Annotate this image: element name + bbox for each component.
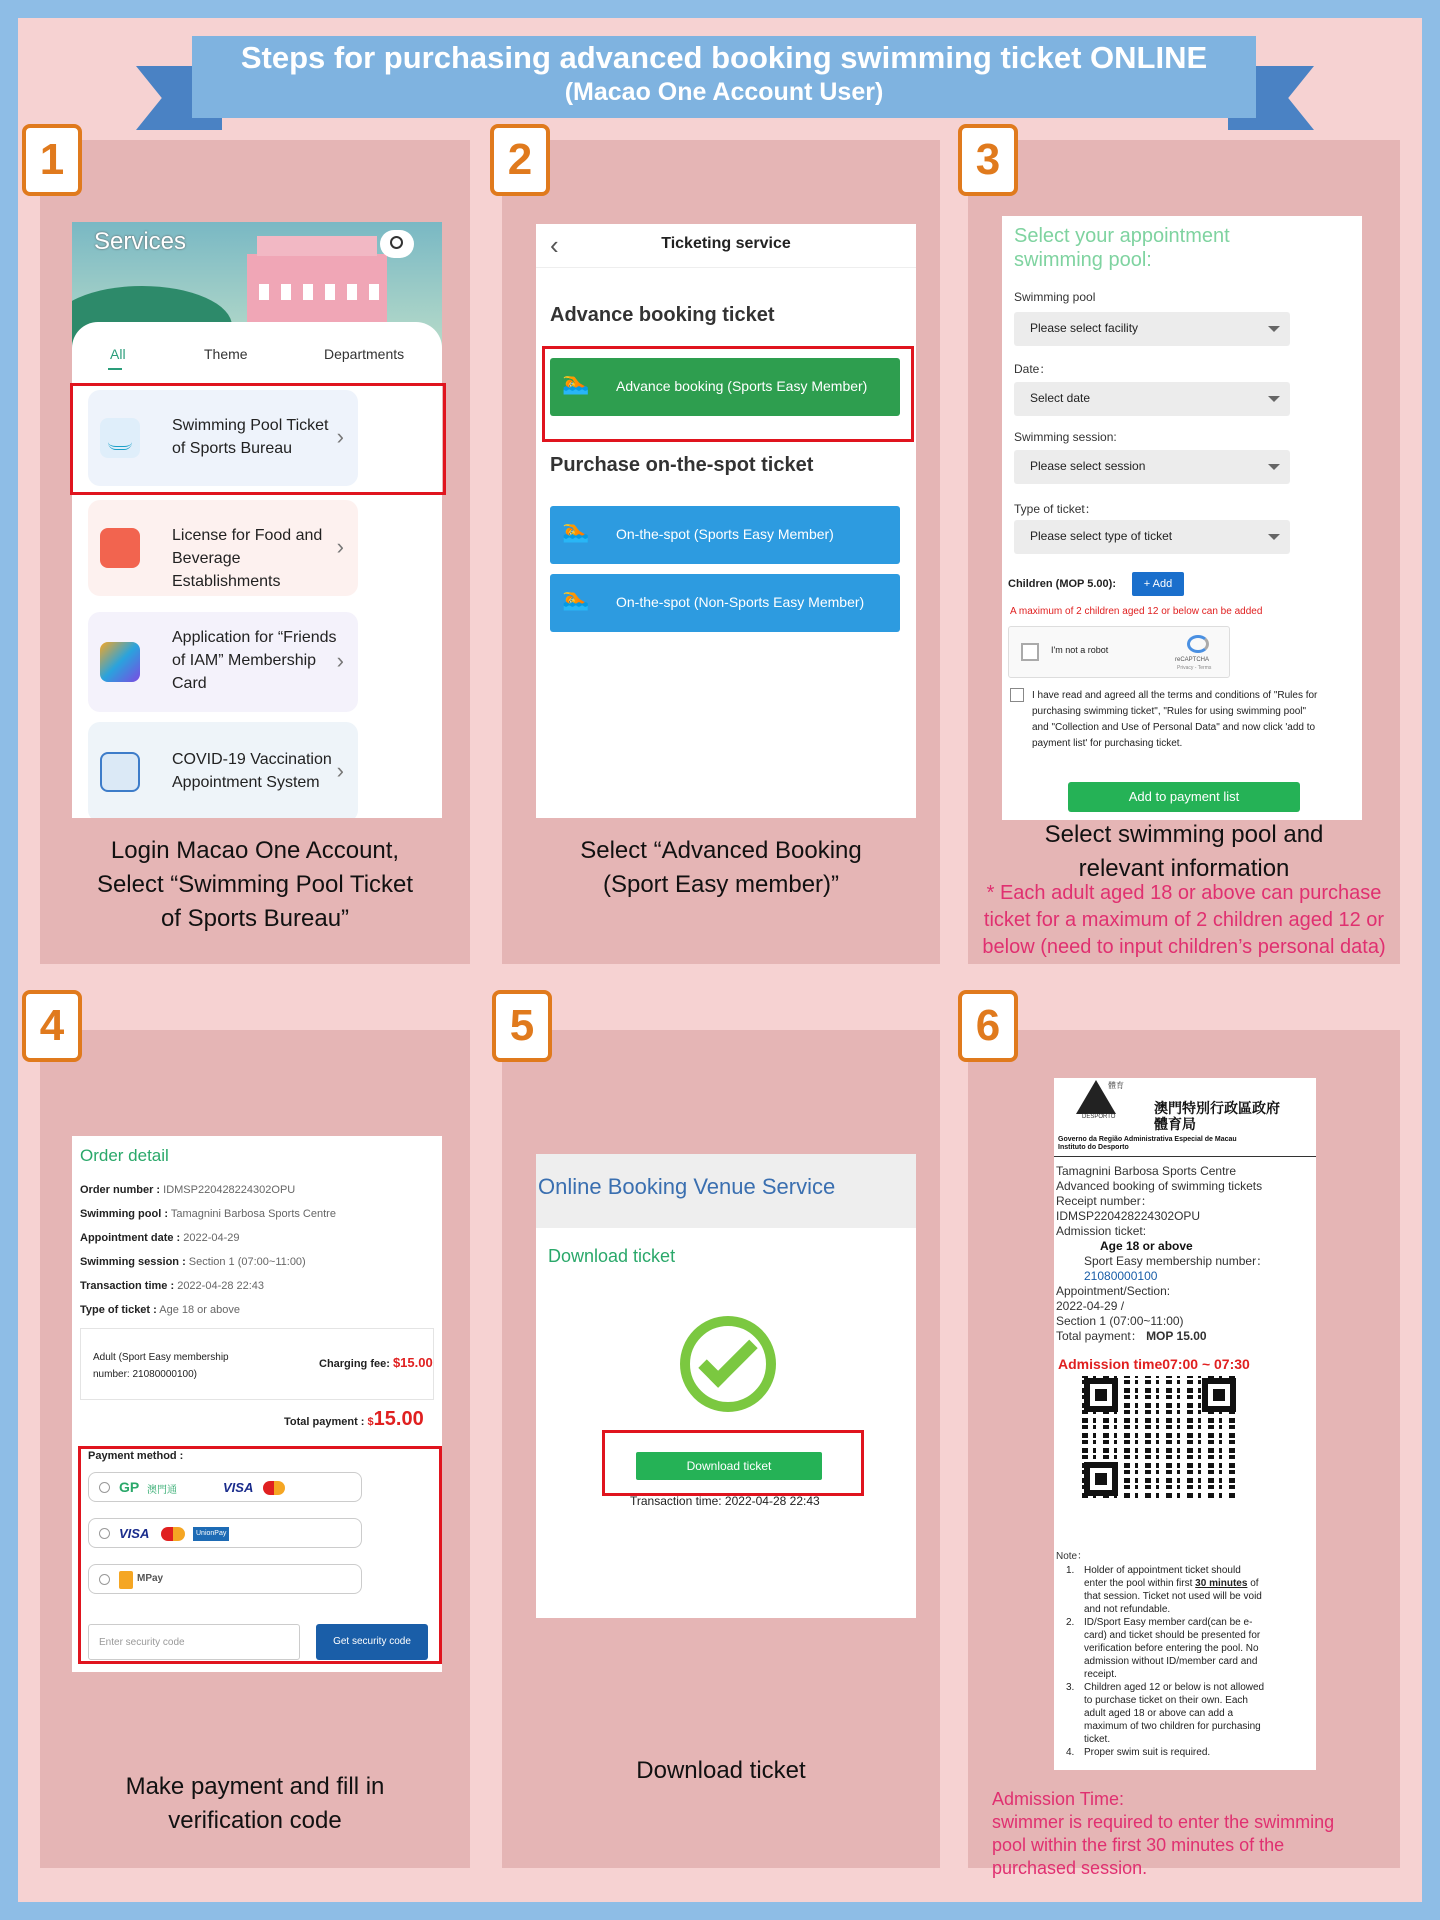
step-2-screenshot bbox=[536, 224, 916, 818]
search-button[interactable] bbox=[380, 230, 414, 258]
ticket-lines: Tamagnini Barbosa Sports Centre Advanced booking of swimming tickets Receipt number： IDMSP220428224302OPU Admission ticket: Age 18 or above Sport Easy membership number： 21080000100 Appointment/Section: 2022-04-29 / Section 1 (07:00~11:00) Total payment： MOP 15.00 bbox=[1056, 1164, 1269, 1343]
step-3-number: 3 bbox=[958, 124, 1018, 196]
service-header bbox=[536, 1154, 916, 1228]
page-title: Steps for purchasing advanced booking swimming ticket ONLINE bbox=[240, 40, 1208, 75]
highlight-box bbox=[70, 383, 446, 495]
step-3-note: * Each adult aged 18 or above can purchase ticket for a maximum of 2 children aged 12 or below (need to input children’s personal data) bbox=[982, 882, 1386, 958]
qr-code bbox=[1082, 1376, 1238, 1498]
recaptcha-box: I'm not a robot reCAPTCHA Privacy - Terms bbox=[1008, 626, 1230, 678]
swimmer-icon: 🏊 bbox=[562, 370, 590, 395]
order-row: Appointment date : 2022-04-29 bbox=[80, 1232, 240, 1244]
step-3-screenshot bbox=[1002, 216, 1362, 820]
tab-indicator bbox=[108, 368, 122, 370]
check-circle-icon bbox=[680, 1316, 776, 1412]
session-label: Swimming session: bbox=[1014, 430, 1117, 444]
download-subtitle: Download ticket bbox=[548, 1246, 676, 1266]
chevron-right-icon: › bbox=[336, 648, 344, 673]
section-spot: Purchase on-the-spot ticket bbox=[550, 454, 814, 476]
order-row: Type of ticket : Age 18 or above bbox=[80, 1304, 240, 1316]
step-6-ticket bbox=[1054, 1078, 1316, 1770]
advance-booking-button[interactable]: 🏊 Advance booking (Sports Easy Member) bbox=[550, 358, 900, 416]
order-item-box bbox=[80, 1328, 434, 1400]
step-5-screenshot bbox=[536, 1154, 916, 1618]
org-chinese-name: 澳門特別行政區政府 體育局 bbox=[1154, 1100, 1280, 1132]
ticket-type-label: Type of ticket： bbox=[1014, 502, 1097, 516]
admission-time: Admission time07:00 ~ 07:30 bbox=[1058, 1356, 1250, 1372]
service-item-friends-iam[interactable] bbox=[88, 612, 358, 712]
ticket-notes bbox=[1062, 1564, 1312, 1759]
pay-option-mpay[interactable]: MPay bbox=[88, 1564, 362, 1594]
recaptcha-icon bbox=[1187, 635, 1209, 653]
sports-bureau-logo: 體育 DESPORTO bbox=[1064, 1080, 1124, 1120]
highlight-box bbox=[602, 1430, 864, 1496]
session-select[interactable]: Please select session bbox=[1014, 450, 1290, 484]
note-item: 1. Holder of appointment ticket should enter the pool within first 30 minutes of that session. Ticket not used will be void and not refundable. bbox=[1066, 1565, 1262, 1615]
pool-label: Swimming pool bbox=[1014, 290, 1096, 304]
step-1-number: 1 bbox=[22, 124, 82, 196]
swimmer-icon: 🏊 bbox=[562, 586, 590, 611]
step-1-screenshot bbox=[72, 222, 442, 818]
step-6-number: 6 bbox=[958, 990, 1018, 1062]
order-row: Transaction time : 2022-04-28 22:43 bbox=[80, 1280, 265, 1292]
highlight-box bbox=[542, 346, 914, 442]
security-code-input[interactable]: Enter security code bbox=[88, 1624, 300, 1660]
order-row: Swimming pool : Tamagnini Barbosa Sports Centre bbox=[80, 1208, 336, 1220]
note-item: 4. Proper swim suit is required. bbox=[1066, 1747, 1211, 1758]
download-ticket-button[interactable]: Download ticket bbox=[636, 1452, 822, 1480]
spot-member-button[interactable]: 🏊 On-the-spot (Sports Easy Member) bbox=[550, 506, 900, 564]
ticket-type-select[interactable]: Please select type of ticket bbox=[1014, 520, 1290, 554]
services-title: Services bbox=[94, 228, 187, 255]
org-portuguese-name: Governo da Região Administrativa Especial de Macau Instituto do Desporto bbox=[1058, 1136, 1237, 1151]
transaction-time: Transaction time: 2022-04-28 22:43 bbox=[630, 1494, 820, 1508]
membership-card-icon bbox=[100, 642, 140, 682]
add-child-button[interactable]: + Add bbox=[1132, 572, 1184, 596]
step-2-number: 2 bbox=[490, 124, 550, 196]
total-payment: Total payment : $15.00 bbox=[284, 1408, 424, 1430]
step-5-caption: Download ticket bbox=[636, 1757, 806, 1784]
pay-option-card[interactable]: VISA UnionPay bbox=[88, 1518, 362, 1548]
service-item-food-license[interactable] bbox=[88, 500, 358, 596]
nav-bar bbox=[536, 224, 916, 268]
note-item: 3. Children aged 12 or below is not allowed to purchase ticket on their own. Each adult aged 18 or above can add a maximum of two children for purchasing ticket. bbox=[1066, 1682, 1265, 1745]
pool-select[interactable]: Please select facility bbox=[1014, 312, 1290, 346]
step-6-note: Admission Time: swimmer is required to enter the swimming pool within the first 30 minutes of the purchased session. bbox=[992, 1789, 1335, 1878]
tab-all[interactable]: All bbox=[110, 346, 126, 362]
charging-fee: Charging fee: $15.00 bbox=[319, 1355, 433, 1370]
unionpay-icon: UnionPay bbox=[193, 1527, 229, 1541]
step-4-number: 4 bbox=[22, 990, 82, 1062]
service-item-label: Application for “Friends of IAM” Membership Card bbox=[172, 629, 337, 692]
nav-title: Ticketing service bbox=[661, 235, 791, 252]
date-label: Date： bbox=[1014, 362, 1052, 376]
add-to-payment-button[interactable]: Add to payment list bbox=[1068, 782, 1300, 812]
step-4-caption: Make payment and fill in verification code bbox=[125, 1773, 385, 1834]
chevron-right-icon: › bbox=[336, 758, 344, 783]
chevron-right-icon: › bbox=[336, 424, 344, 449]
order-title: Order detail bbox=[80, 1146, 169, 1165]
page-subtitle: (Macao One Account User) bbox=[564, 78, 884, 106]
tab-theme[interactable]: Theme bbox=[204, 346, 248, 362]
search-icon bbox=[390, 236, 403, 249]
service-item-label: License for Food and Beverage Establishments bbox=[172, 527, 323, 590]
order-row: Order number : IDMSP220428224302OPU bbox=[80, 1184, 296, 1196]
tab-departments[interactable]: Departments bbox=[324, 346, 405, 362]
note-item: 2. ID/Sport Easy member card(can be e- card) and ticket should be presented for verification before entering the pool. No admission without ID/member card and receipt. bbox=[1066, 1617, 1261, 1680]
back-icon[interactable]: ‹ bbox=[550, 230, 559, 260]
swimmer-icon: 🏊 bbox=[562, 518, 590, 543]
calendar-icon bbox=[100, 752, 140, 792]
note-title: Note： bbox=[1056, 1551, 1088, 1562]
date-select[interactable]: Select date bbox=[1014, 382, 1290, 416]
payment-method-label: Payment method : bbox=[88, 1450, 184, 1462]
step-3-caption: Select swimming pool and relevant information bbox=[1044, 821, 1324, 882]
order-row: Swimming session : Section 1 (07:00~11:00) bbox=[80, 1256, 306, 1268]
terms-text: I have read and agreed all the terms and conditions of "Rules for purchasing swimming ticket", "Rules for using swimming pool" and "Collection and Use of Personal Data" and now click 'add to payment list' for purchasing ticket. bbox=[1032, 690, 1318, 749]
children-label: Children (MOP 5.00): bbox=[1008, 578, 1116, 590]
spot-non-member-button[interactable]: 🏊 On-the-spot (Non-Sports Easy Member) bbox=[550, 574, 900, 632]
recaptcha-checkbox[interactable] bbox=[1021, 643, 1039, 661]
chevron-right-icon: › bbox=[336, 534, 344, 559]
service-title: Online Booking Venue Service bbox=[538, 1174, 836, 1199]
step-2-caption: Select “Advanced Booking (Sport Easy member)” bbox=[580, 837, 862, 898]
step-1-caption: Login Macao One Account, Select “Swimming Pool Ticket of Sports Bureau” bbox=[96, 837, 414, 932]
highlight-box bbox=[78, 1446, 442, 1664]
pay-option-gp[interactable]: GP 澳門通 VISA bbox=[88, 1472, 362, 1502]
step-5-number: 5 bbox=[492, 990, 552, 1062]
service-item-label: COVID-19 Vaccination Appointment System bbox=[172, 751, 332, 791]
service-item-covid[interactable] bbox=[88, 722, 358, 818]
service-item-label: Swimming Pool Ticket of Sports Bureau bbox=[172, 417, 329, 457]
header-banner bbox=[192, 36, 1256, 118]
section-advance: Advance booking ticket bbox=[550, 304, 775, 326]
terms-checkbox[interactable] bbox=[1010, 688, 1024, 702]
form-title: Select your appointment swimming pool: bbox=[1014, 225, 1230, 271]
food-license-icon bbox=[100, 528, 140, 568]
children-warning: A maximum of 2 children aged 12 or below can be added bbox=[1010, 606, 1263, 617]
order-item-label: Adult (Sport Easy membership number: 21080000100) bbox=[93, 1352, 229, 1380]
get-security-code-button[interactable]: Get security code bbox=[316, 1624, 428, 1660]
